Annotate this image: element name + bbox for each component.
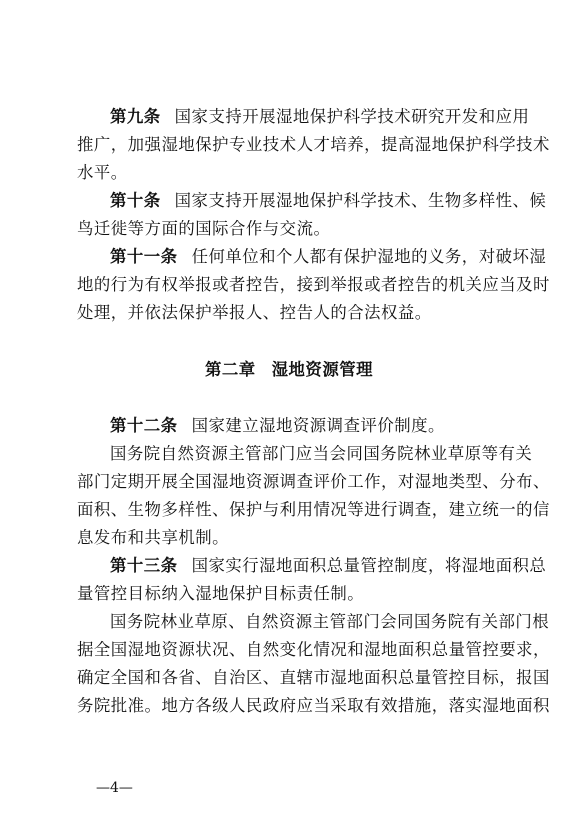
article-12-para2-line-3: 面积、生物多样性、保护与利用情况等进行调查，建立统一的信 (77, 500, 550, 519)
article-9-line-3: 水平。 (77, 163, 128, 182)
article-13-line-1 (110, 553, 547, 579)
chapter-heading (0, 357, 578, 383)
article-12-para2-line-2: 部门定期开展全国湿地资源调查评价工作，对湿地类型、分布、 (77, 472, 550, 491)
article-13-para2-line-4: 务院批准。地方各级人民政府应当采取有效措施，落实湿地面积 (77, 696, 550, 715)
article-10-line-2: 鸟迁徙等方面的国际合作与交流。 (77, 219, 331, 238)
article-13-para2-line-3: 确定全国和各省、自治区、直辖市湿地面积总量管控目标，报国 (77, 668, 550, 687)
article-13-para2-line-2: 据全国湿地资源状况、自然变化情况和湿地面积总量管控要求， (77, 640, 550, 659)
article-12-para2-line-4: 息发布和共享机制。 (77, 528, 230, 547)
article-13-para2-line-1: 国务院林业草原、自然资源主管部门会同国务院有关部门根 (110, 612, 550, 631)
article-11-line-1 (110, 244, 547, 270)
article-9-heading: 第九条 (110, 107, 161, 126)
article-12-heading: 第十二条 (110, 416, 178, 435)
article-12-para2-line-1: 国务院自然资源主管部门应当会同国务院林业草原等有关 (110, 444, 533, 463)
chapter-title: 湿地资源管理 (271, 360, 373, 379)
article-11-line-2: 地的行为有权举报或者控告，接到举报或者控告的机关应当及时 (77, 275, 550, 294)
article-11-line-3: 处理，并依法保护举报人、控告人的合法权益。 (77, 303, 432, 322)
article-10-heading: 第十条 (110, 191, 161, 210)
article-13-line-2: 量管控目标纳入湿地保护目标责任制。 (77, 584, 365, 603)
article-13-text: 国家实行湿地面积总量管控制度，将湿地面积总 (191, 556, 547, 575)
chapter-number: 第二章 (204, 360, 256, 379)
article-11-heading: 第十一条 (110, 247, 178, 266)
article-9-text: 国家支持开展湿地保护科学技术研究开发和应用 (174, 107, 530, 126)
article-12-line-1 (110, 413, 507, 439)
page-number: —4— (96, 780, 133, 796)
article-11-text: 任何单位和个人都有保护湿地的义务，对破坏湿 (191, 247, 547, 266)
article-12-text: 国家建立湿地资源调查评价制度。 (191, 416, 445, 435)
article-10-line-1 (110, 188, 547, 214)
article-9-line-2: 推广，加强湿地保护专业技术人才培养，提高湿地保护科学技术 (77, 135, 550, 154)
article-9-line-1 (110, 104, 530, 130)
article-13-heading: 第十三条 (110, 556, 178, 575)
article-10-text: 国家支持开展湿地保护科学技术、生物多样性、候 (174, 191, 547, 210)
